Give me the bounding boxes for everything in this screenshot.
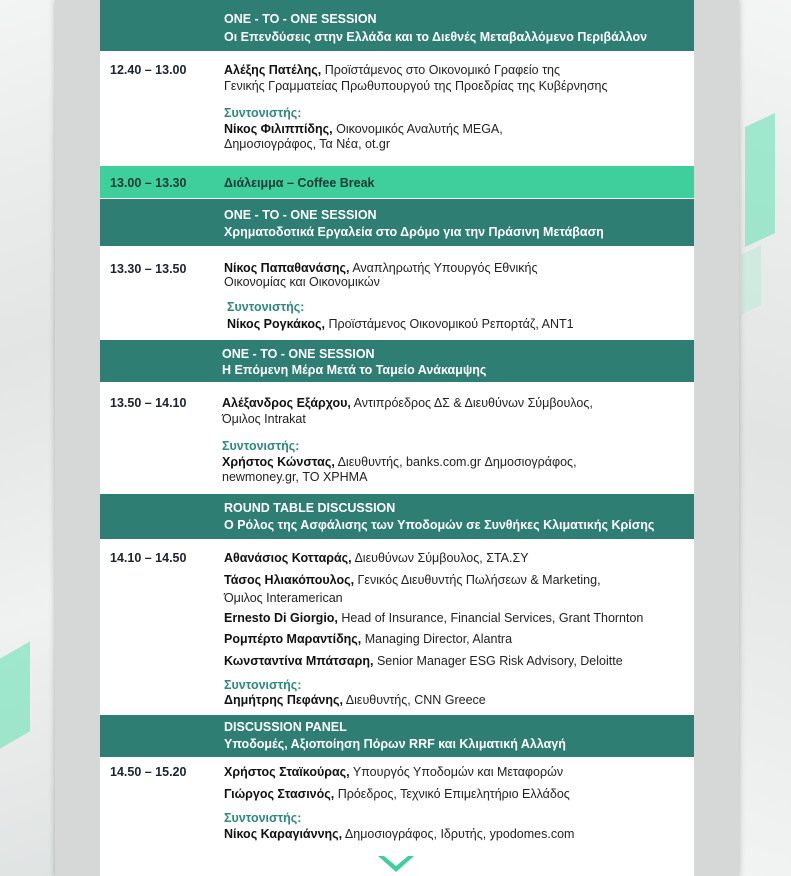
speaker-line: Τάσος Ηλιακόπουλος, Γενικός Διευθυντής Πωλήσεων & Marketing, [224,573,601,587]
session-time: 12.40 – 13.00 [110,63,187,77]
background-left [0,0,60,876]
moderator-label: Συντονιστής: [222,439,300,453]
speaker-line: Ρομπέρτο Μαραντίδης, Managing Director, Alantra [224,632,513,646]
session-type: ROUND TABLE DISCUSSION [224,501,396,515]
moderator-role: newmoney.gr, ΤΟ ΧΡΗΜΑ [222,470,368,484]
coffee-break-row [100,166,694,198]
session-time: 14.50 – 15.20 [110,765,187,779]
speaker-role: Οικονομίας και Οικονομικών [224,275,380,289]
speaker-line: Γιώργος Στασινός, Πρόεδρος, Τεχνικό Επιμελητήριο Ελλάδος [224,787,570,801]
session-header [100,340,694,382]
decorative-shape [745,113,775,247]
session-header [100,199,694,246]
session-header [100,0,694,51]
session-type: ONE - TO - ONE SESSION [224,12,377,26]
speaker-line: Αλέξανδρος Εξάρχου, Αντιπρόεδρος ΔΣ & Διευθύνων Σύμβουλος, [222,396,593,410]
session-header [100,494,694,539]
speaker-line: Ernesto Di Giorgio, Head of Insurance, Financial Services, Grant Thornton [224,611,644,625]
break-time: 13.00 – 13.30 [110,176,187,190]
moderator-line: Δημήτρης Πεφάνης, Διευθυντής, CNN Greece [224,693,486,707]
moderator-label: Συντονιστής: [227,300,305,314]
speaker-line: Χρήστος Σταϊκούρας, Υπουργός Υποδομών και Μεταφορών [224,765,564,779]
session-header [100,715,694,757]
session-title: Οι Επενδύσεις στην Ελλάδα και το Διεθνές Μεταβαλλόμενο Περιβάλλον [224,30,648,44]
moderator-label: Συντονιστής: [224,106,302,120]
moderator-role: Δημοσιογράφος, Τα Νέα, ot.gr [224,137,391,151]
session-time: 13.30 – 13.50 [110,262,187,276]
moderator-line: Χρήστος Κώνστας, Διευθυντής, banks.com.gr Δημοσιογράφος, [222,455,577,469]
moderator-line: Νίκος Φιλιππίδης, Οικονομικός Αναλυτής MEGA, [224,122,503,136]
moderator-label: Συντονιστής: [224,678,302,692]
chevron-down-icon[interactable] [376,852,416,876]
session-time: 14.10 – 14.50 [110,551,187,565]
speaker-role: Όμιλος Intrakat [222,412,306,426]
session-title: Η Επόμενη Μέρα Μετά το Ταμείο Ανάκαμψης [222,363,487,377]
session-type: DISCUSSION PANEL [224,720,347,734]
speaker-role: Γενικής Γραμματείας Πρωθυπουργού της Προεδρίας της Κυβέρνησης [224,79,608,93]
speaker-line: Αθανάσιος Κοτταράς, Διευθύνων Σύμβουλος, ΣΤΑ.ΣΥ [224,551,529,565]
speaker-line: Νίκος Παπαθανάσης, Αναπληρωτής Υπουργός Εθνικής [224,261,538,275]
decorative-shape [741,245,761,314]
session-type: ONE - TO - ONE SESSION [222,347,375,361]
decorative-shape [0,641,30,748]
speaker-role: Όμιλος Interamerican [224,591,343,605]
session-time: 13.50 – 14.10 [110,396,187,410]
moderator-line: Νίκος Καραγιάννης, Δημοσιογράφος, Ιδρυτής, ypodomes.com [224,827,575,841]
session-title: Χρηματοδοτικά Εργαλεία στο Δρόμο για την Πράσινη Μετάβαση [224,225,604,239]
agenda-document [100,0,694,876]
speaker-line: Κωνσταντίνα Μπάτσαρη, Senior Manager ESG Risk Advisory, Deloitte [224,654,623,668]
speaker-line: Αλέξης Πατέλης, Προϊστάμενος στο Οικονομικό Γραφείο της [224,63,560,77]
session-title: Υποδομές, Αξιοποίηση Πόρων RRF και Κλιματική Αλλαγή [224,737,566,751]
session-type: ONE - TO - ONE SESSION [224,208,377,222]
moderator-line: Νίκος Ρογκάκος, Προϊστάμενος Οικονομικού Ρεπορτάζ, ΑΝΤ1 [227,317,574,331]
moderator-label: Συντονιστής: [224,811,302,825]
session-title: Ο Ρόλος της Ασφάλισης των Υποδομών σε Συνθήκες Κλιματικής Κρίσης [224,518,655,532]
break-label: Διάλειμμα – Coffee Break [224,176,375,190]
